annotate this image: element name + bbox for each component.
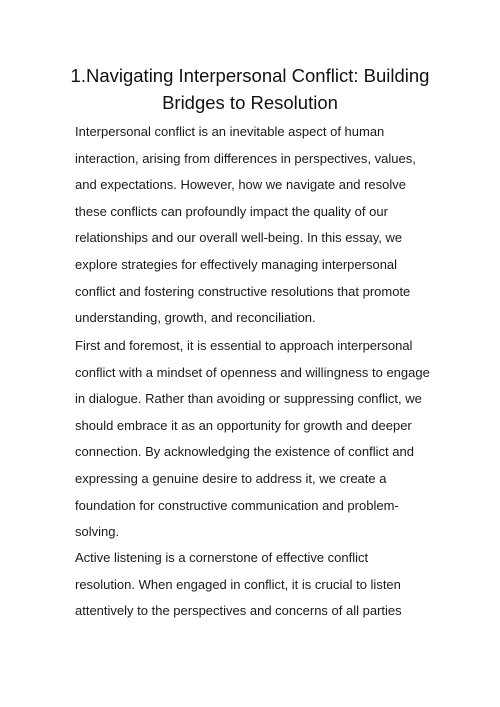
paragraph-3: Active listening is a cornerstone of effective conflict resolution. When engaged in conflict, it is crucial to listen attentively to the perspectives and concerns of all parties [75,550,402,619]
paragraph-2: First and foremost, it is essential to approach interpersonal conflict with a mindset of openness and willingness to engage in dialogue. Rather than avoiding or suppressing conflict, we should embrace it as an opportunity for growth and deeper connection. By acknowledging the existence of conflict and expressing a genuine desire to address it, we create a foundation for constructive communication and problem-solving. [75,338,430,540]
document-title: 1.Navigating Interpersonal Conflict: Building Bridges to Resolution [70,65,430,113]
paragraph-1: Interpersonal conflict is an inevitable aspect of human interaction, arising from differences in perspectives, values, and expectations. However, how we navigate and resolve these conflicts can profoundly impact the quality of our relationships and our overall well-being. In this essay, we explore strategies for effectively managing interpersonal conflict and fostering constructive resolutions that promote understanding, growth, and reconciliation. [75,124,416,326]
